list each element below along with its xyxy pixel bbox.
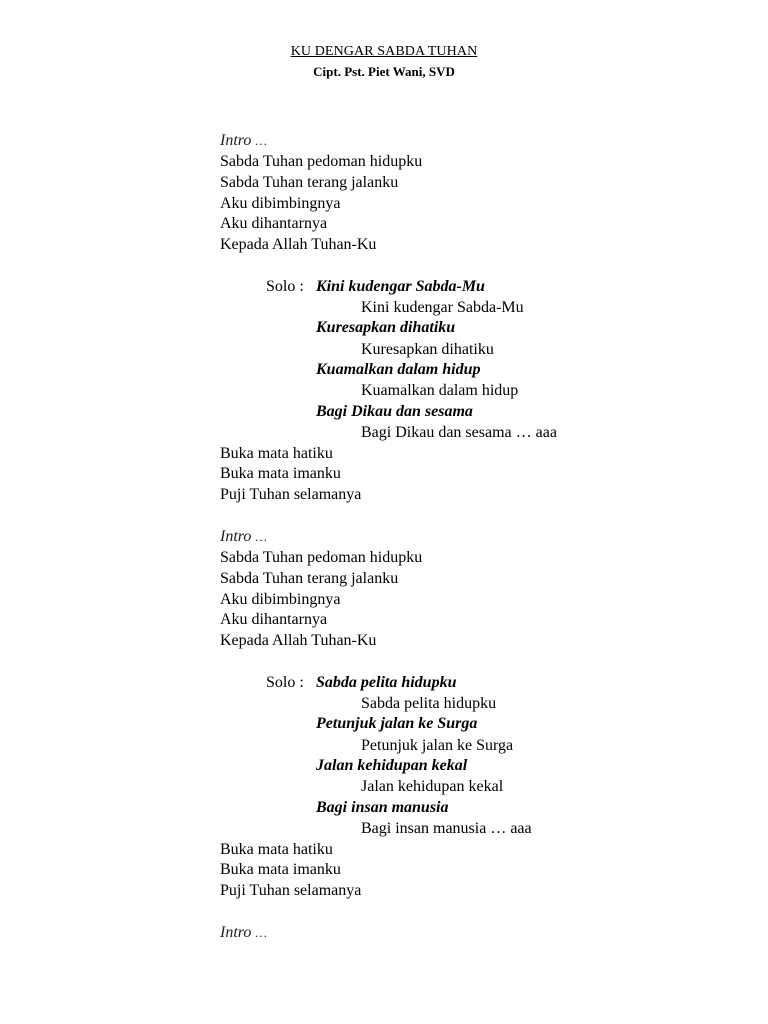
choir-response-line: Petunjuk jalan ke Surga bbox=[361, 737, 514, 754]
choir-response-line: Kuresapkan dihatiku bbox=[361, 341, 494, 358]
closing-line: Puji Tuhan selamanya bbox=[220, 486, 362, 503]
solo-lead-line: Kuamalkan dalam hidup bbox=[316, 361, 481, 378]
intro-marker bbox=[220, 527, 267, 547]
solo-lead-line: Petunjuk jalan ke Surga bbox=[316, 715, 478, 732]
choir-response-line: Kini kudengar Sabda-Mu bbox=[361, 299, 524, 316]
intro-label: Intro bbox=[220, 132, 252, 149]
intro-dots: … bbox=[255, 925, 267, 940]
solo-lead-line: Sabda pelita hidupku bbox=[316, 674, 457, 691]
intro-dots: … bbox=[255, 529, 267, 544]
intro-dots: … bbox=[255, 133, 267, 148]
refrain-line: Sabda Tuhan pedoman hidupku bbox=[220, 549, 423, 566]
solo-lead-line: Bagi insan manusia bbox=[316, 799, 449, 816]
solo-lead-line: Kini kudengar Sabda-Mu bbox=[316, 278, 485, 295]
solo-lead-line: Kuresapkan dihatiku bbox=[316, 319, 456, 336]
intro-label: Intro bbox=[220, 924, 252, 941]
closing-line: Buka mata imanku bbox=[220, 861, 341, 878]
choir-response-line: Bagi insan manusia … aaa bbox=[361, 820, 532, 837]
solo-label: Solo : bbox=[266, 278, 304, 295]
refrain-line: Aku dihantarnya bbox=[220, 215, 328, 232]
solo-lead-line: Jalan kehidupan kekal bbox=[316, 757, 468, 774]
refrain-line: Kepada Allah Tuhan-Ku bbox=[220, 236, 377, 253]
intro-marker bbox=[220, 923, 267, 943]
solo-label: Solo : bbox=[266, 674, 304, 691]
refrain-line: Aku dibimbingnya bbox=[220, 591, 341, 608]
refrain-line: Sabda Tuhan pedoman hidupku bbox=[220, 153, 423, 170]
closing-line: Buka mata hatiku bbox=[220, 445, 333, 462]
refrain-line: Kepada Allah Tuhan-Ku bbox=[220, 632, 377, 649]
closing-line: Puji Tuhan selamanya bbox=[220, 882, 362, 899]
intro-marker bbox=[220, 131, 267, 151]
refrain-line: Sabda Tuhan terang jalanku bbox=[220, 174, 399, 191]
closing-line: Buka mata imanku bbox=[220, 465, 341, 482]
solo-lead-line: Bagi Dikau dan sesama bbox=[316, 403, 473, 420]
composer-credit: Cipt. Pst. Piet Wani, SVD bbox=[313, 64, 455, 79]
choir-response-line: Kuamalkan dalam hidup bbox=[361, 382, 519, 399]
choir-response-line: Sabda pelita hidupku bbox=[361, 695, 497, 712]
refrain-line: Aku dihantarnya bbox=[220, 611, 328, 628]
refrain-line: Aku dibimbingnya bbox=[220, 195, 341, 212]
intro-label: Intro bbox=[220, 528, 252, 545]
choir-response-line: Jalan kehidupan kekal bbox=[361, 778, 504, 795]
choir-response-line: Bagi Dikau dan sesama … aaa bbox=[361, 424, 557, 441]
closing-line: Buka mata hatiku bbox=[220, 841, 333, 858]
refrain-line: Sabda Tuhan terang jalanku bbox=[220, 570, 399, 587]
song-title: KU DENGAR SABDA TUHAN bbox=[290, 44, 478, 59]
